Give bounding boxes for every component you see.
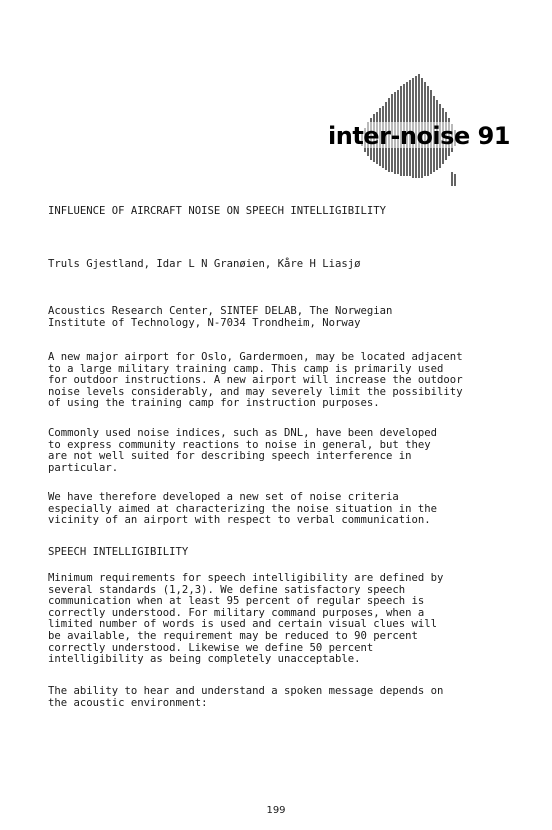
abstract-paragraph-2: Commonly used noise indices, such as DNL, have been developed to express community reactions to noise in general, but they are not well suited for describing speech interference in particular. [48, 427, 438, 474]
inter-noise-logo [322, 72, 510, 188]
abstract-paragraph-3: We have therefore developed a new set of noise criteria especially aimed at characterizing the noise situation in the vicinity of an airport with respect to verbal communication. [48, 491, 438, 527]
paper-affiliation: Acoustics Research Center, SINTEF DELAB, The Norwegian Institute of Technology, N-7034 Trondheim, Norway [48, 305, 393, 329]
abstract-paragraph-1: A new major airport for Oslo, Gardermoen, may be located adjacent to a large military training camp. This camp is primarily used for outdoor instructions. A new airport will increase the outdoor noise levels considerably, and may severely limit the possibility of using the training camp for instruction purposes. [48, 351, 463, 410]
section-heading: SPEECH INTELLIGIBILITY [48, 546, 189, 558]
logo-wordmark: inter-noise 91 [328, 122, 510, 150]
paper-title: INFLUENCE OF AIRCRAFT NOISE ON SPEECH INTELLIGIBILITY [48, 205, 387, 217]
inter-noise-logo-graphic [322, 72, 510, 188]
section-paragraph-2: The ability to hear and understand a spoken message depends on the acoustic environment: [48, 685, 444, 709]
paper-authors: Truls Gjestland, Idar L N Granøien, Kåre H Liasjø [48, 258, 361, 270]
page-number: 199 [266, 805, 286, 816]
section-paragraph-1: Minimum requirements for speech intelligibility are defined by several standards (1,2,3). We define satisfactory speech communication when at least 95 percent of regular speech is correctly understood. For military command purposes, when a limited number of words is used and certain visual clues will be available, the requirement may be reduced to 90 percent correctly understood. Likewise we define 50 percent intelligibility as being completely unacceptable. [48, 572, 444, 666]
